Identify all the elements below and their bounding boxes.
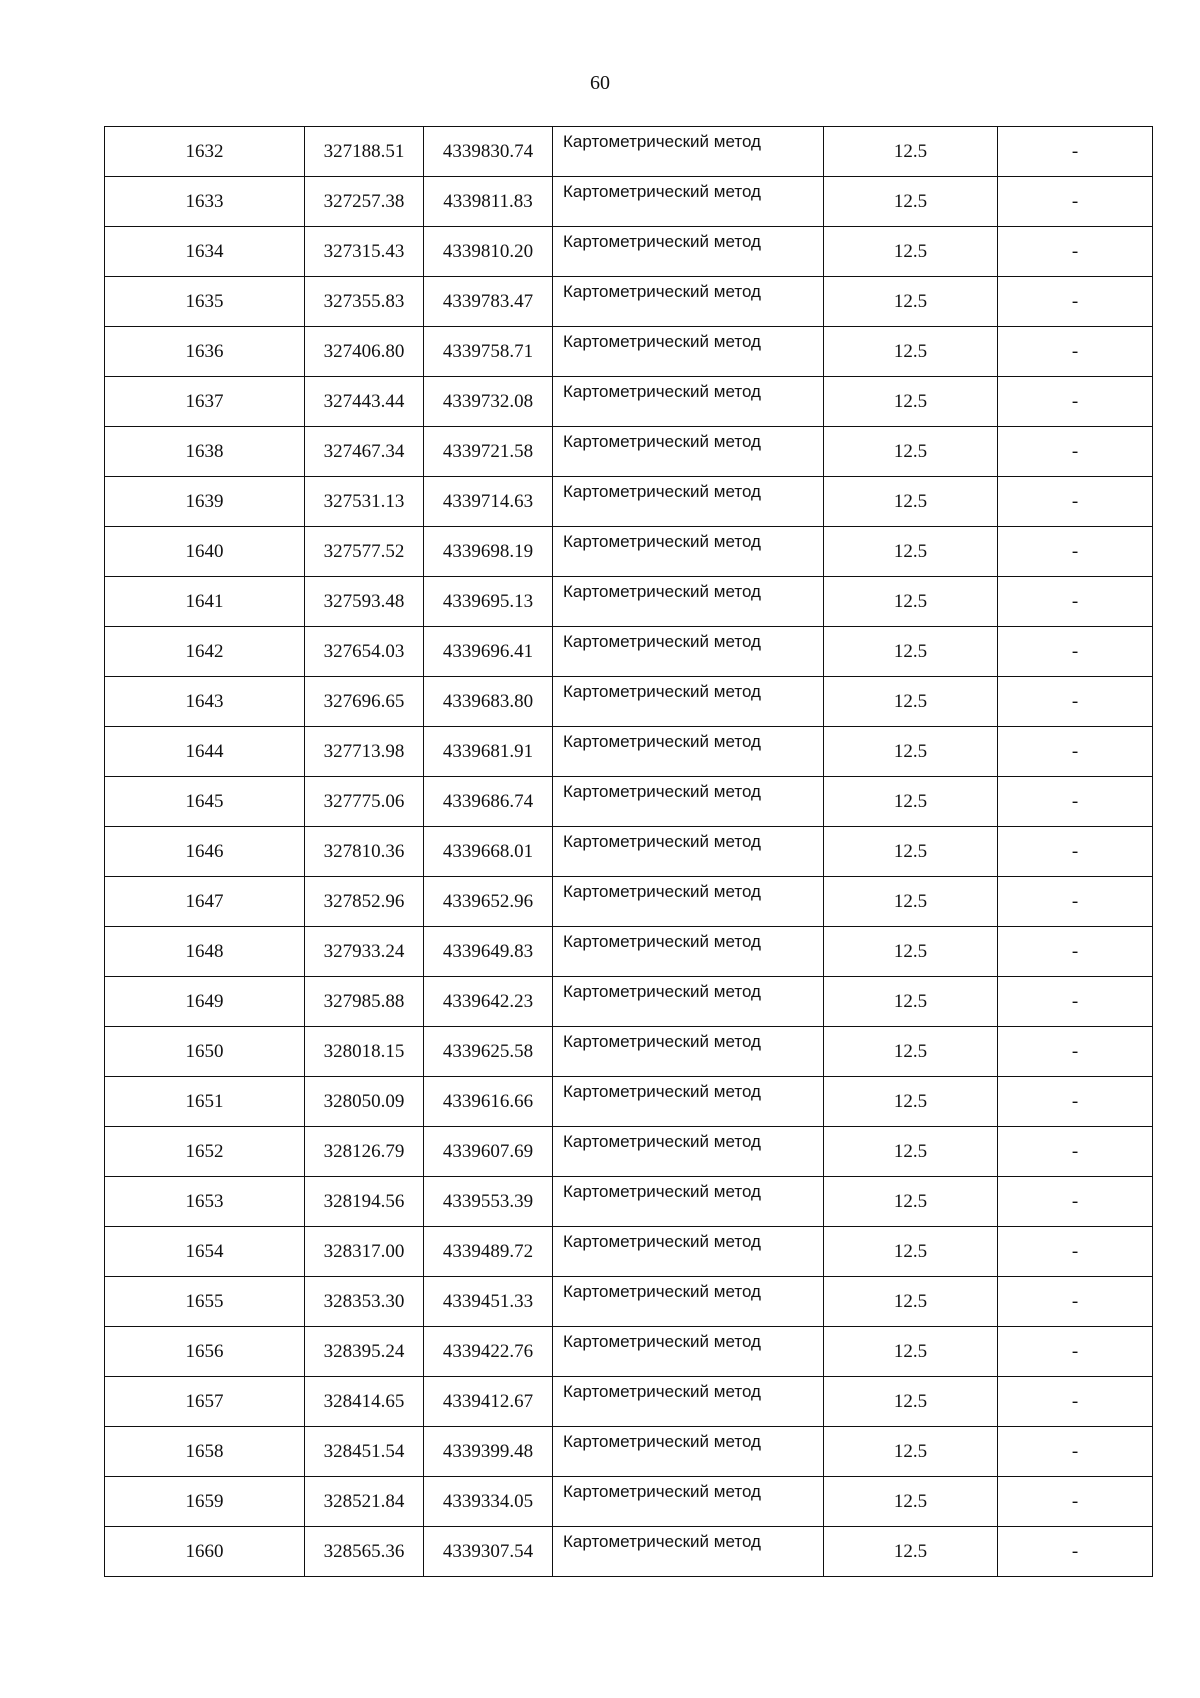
y-coordinate-cell: 4339695.13 <box>424 577 553 627</box>
method-cell: Картометрический метод <box>553 1477 824 1527</box>
point-number-cell: 1653 <box>105 1177 305 1227</box>
note-cell: - <box>998 427 1153 477</box>
accuracy-cell: 12.5 <box>824 1277 998 1327</box>
y-coordinate-cell: 4339307.54 <box>424 1527 553 1577</box>
y-coordinate-cell: 4339698.19 <box>424 527 553 577</box>
accuracy-cell: 12.5 <box>824 477 998 527</box>
method-cell: Картометрический метод <box>553 877 824 927</box>
y-coordinate-cell: 4339696.41 <box>424 627 553 677</box>
y-coordinate-cell: 4339334.05 <box>424 1477 553 1527</box>
point-number-cell: 1660 <box>105 1527 305 1577</box>
table-row <box>105 1227 1153 1277</box>
point-number-cell: 1656 <box>105 1327 305 1377</box>
x-coordinate-cell: 328353.30 <box>305 1277 424 1327</box>
method-cell: Картометрический метод <box>553 977 824 1027</box>
x-coordinate-cell: 327531.13 <box>305 477 424 527</box>
x-coordinate-cell: 327810.36 <box>305 827 424 877</box>
method-cell: Картометрический метод <box>553 1177 824 1227</box>
y-coordinate-cell: 4339422.76 <box>424 1327 553 1377</box>
x-coordinate-cell: 328126.79 <box>305 1127 424 1177</box>
table-row <box>105 577 1153 627</box>
y-coordinate-cell: 4339683.80 <box>424 677 553 727</box>
accuracy-cell: 12.5 <box>824 827 998 877</box>
x-coordinate-cell: 327933.24 <box>305 927 424 977</box>
x-coordinate-cell: 327654.03 <box>305 627 424 677</box>
accuracy-cell: 12.5 <box>824 727 998 777</box>
accuracy-cell: 12.5 <box>824 627 998 677</box>
note-cell: - <box>998 227 1153 277</box>
method-cell: Картометрический метод <box>553 177 824 227</box>
accuracy-cell: 12.5 <box>824 677 998 727</box>
method-cell: Картометрический метод <box>553 827 824 877</box>
method-cell: Картометрический метод <box>553 927 824 977</box>
note-cell: - <box>998 527 1153 577</box>
note-cell: - <box>998 977 1153 1027</box>
note-cell: - <box>998 1377 1153 1427</box>
table-row <box>105 827 1153 877</box>
method-cell: Картометрический метод <box>553 1227 824 1277</box>
table-row <box>105 1127 1153 1177</box>
method-cell: Картометрический метод <box>553 727 824 777</box>
accuracy-cell: 12.5 <box>824 327 998 377</box>
table-row <box>105 477 1153 527</box>
note-cell: - <box>998 627 1153 677</box>
x-coordinate-cell: 328194.56 <box>305 1177 424 1227</box>
note-cell: - <box>998 377 1153 427</box>
method-cell: Картометрический метод <box>553 1027 824 1077</box>
note-cell: - <box>998 1277 1153 1327</box>
note-cell: - <box>998 477 1153 527</box>
y-coordinate-cell: 4339642.23 <box>424 977 553 1027</box>
x-coordinate-cell: 328317.00 <box>305 1227 424 1277</box>
point-number-cell: 1637 <box>105 377 305 427</box>
point-number-cell: 1634 <box>105 227 305 277</box>
y-coordinate-cell: 4339810.20 <box>424 227 553 277</box>
table-row <box>105 1277 1153 1327</box>
table-row <box>105 1027 1153 1077</box>
note-cell: - <box>998 727 1153 777</box>
note-cell: - <box>998 1427 1153 1477</box>
coordinates-table <box>104 126 1153 1577</box>
x-coordinate-cell: 327696.65 <box>305 677 424 727</box>
y-coordinate-cell: 4339607.69 <box>424 1127 553 1177</box>
y-coordinate-cell: 4339625.58 <box>424 1027 553 1077</box>
table-row <box>105 277 1153 327</box>
x-coordinate-cell: 327775.06 <box>305 777 424 827</box>
method-cell: Картометрический метод <box>553 327 824 377</box>
table-row <box>105 627 1153 677</box>
table-row <box>105 1077 1153 1127</box>
x-coordinate-cell: 327852.96 <box>305 877 424 927</box>
method-cell: Картометрический метод <box>553 1377 824 1427</box>
y-coordinate-cell: 4339652.96 <box>424 877 553 927</box>
note-cell: - <box>998 1077 1153 1127</box>
method-cell: Картометрический метод <box>553 427 824 477</box>
accuracy-cell: 12.5 <box>824 577 998 627</box>
note-cell: - <box>998 1527 1153 1577</box>
point-number-cell: 1641 <box>105 577 305 627</box>
table-row <box>105 977 1153 1027</box>
table-row <box>105 877 1153 927</box>
x-coordinate-cell: 327577.52 <box>305 527 424 577</box>
x-coordinate-cell: 327355.83 <box>305 277 424 327</box>
accuracy-cell: 12.5 <box>824 277 998 327</box>
note-cell: - <box>998 1127 1153 1177</box>
table-row <box>105 1327 1153 1377</box>
note-cell: - <box>998 1227 1153 1277</box>
method-cell: Картометрический метод <box>553 1277 824 1327</box>
accuracy-cell: 12.5 <box>824 127 998 177</box>
point-number-cell: 1657 <box>105 1377 305 1427</box>
x-coordinate-cell: 328395.24 <box>305 1327 424 1377</box>
note-cell: - <box>998 927 1153 977</box>
point-number-cell: 1659 <box>105 1477 305 1527</box>
note-cell: - <box>998 577 1153 627</box>
x-coordinate-cell: 328414.65 <box>305 1377 424 1427</box>
point-number-cell: 1635 <box>105 277 305 327</box>
accuracy-cell: 12.5 <box>824 427 998 477</box>
y-coordinate-cell: 4339668.01 <box>424 827 553 877</box>
point-number-cell: 1644 <box>105 727 305 777</box>
note-cell: - <box>998 177 1153 227</box>
x-coordinate-cell: 328521.84 <box>305 1477 424 1527</box>
note-cell: - <box>998 1327 1153 1377</box>
x-coordinate-cell: 327467.34 <box>305 427 424 477</box>
accuracy-cell: 12.5 <box>824 977 998 1027</box>
point-number-cell: 1647 <box>105 877 305 927</box>
point-number-cell: 1638 <box>105 427 305 477</box>
y-coordinate-cell: 4339489.72 <box>424 1227 553 1277</box>
table-row <box>105 177 1153 227</box>
method-cell: Картометрический метод <box>553 377 824 427</box>
page-number: 60 <box>590 72 610 94</box>
x-coordinate-cell: 327443.44 <box>305 377 424 427</box>
point-number-cell: 1651 <box>105 1077 305 1127</box>
accuracy-cell: 12.5 <box>824 227 998 277</box>
point-number-cell: 1652 <box>105 1127 305 1177</box>
y-coordinate-cell: 4339714.63 <box>424 477 553 527</box>
note-cell: - <box>998 1477 1153 1527</box>
note-cell: - <box>998 277 1153 327</box>
accuracy-cell: 12.5 <box>824 1377 998 1427</box>
table-row <box>105 127 1153 177</box>
accuracy-cell: 12.5 <box>824 527 998 577</box>
x-coordinate-cell: 328050.09 <box>305 1077 424 1127</box>
table-row <box>105 527 1153 577</box>
y-coordinate-cell: 4339616.66 <box>424 1077 553 1127</box>
method-cell: Картометрический метод <box>553 227 824 277</box>
x-coordinate-cell: 327257.38 <box>305 177 424 227</box>
y-coordinate-cell: 4339681.91 <box>424 727 553 777</box>
accuracy-cell: 12.5 <box>824 1227 998 1277</box>
note-cell: - <box>998 127 1153 177</box>
y-coordinate-cell: 4339553.39 <box>424 1177 553 1227</box>
point-number-cell: 1648 <box>105 927 305 977</box>
table-row <box>105 1427 1153 1477</box>
table-row <box>105 1527 1153 1577</box>
point-number-cell: 1655 <box>105 1277 305 1327</box>
table-row <box>105 1477 1153 1527</box>
accuracy-cell: 12.5 <box>824 1327 998 1377</box>
y-coordinate-cell: 4339399.48 <box>424 1427 553 1477</box>
point-number-cell: 1633 <box>105 177 305 227</box>
point-number-cell: 1643 <box>105 677 305 727</box>
method-cell: Картометрический метод <box>553 1527 824 1577</box>
table-row <box>105 927 1153 977</box>
y-coordinate-cell: 4339686.74 <box>424 777 553 827</box>
accuracy-cell: 12.5 <box>824 177 998 227</box>
note-cell: - <box>998 1027 1153 1077</box>
accuracy-cell: 12.5 <box>824 1527 998 1577</box>
x-coordinate-cell: 327593.48 <box>305 577 424 627</box>
point-number-cell: 1645 <box>105 777 305 827</box>
method-cell: Картометрический метод <box>553 477 824 527</box>
x-coordinate-cell: 328565.36 <box>305 1527 424 1577</box>
method-cell: Картометрический метод <box>553 127 824 177</box>
point-number-cell: 1646 <box>105 827 305 877</box>
point-number-cell: 1636 <box>105 327 305 377</box>
y-coordinate-cell: 4339811.83 <box>424 177 553 227</box>
note-cell: - <box>998 1177 1153 1227</box>
accuracy-cell: 12.5 <box>824 1077 998 1127</box>
y-coordinate-cell: 4339830.74 <box>424 127 553 177</box>
y-coordinate-cell: 4339783.47 <box>424 277 553 327</box>
point-number-cell: 1658 <box>105 1427 305 1477</box>
accuracy-cell: 12.5 <box>824 1477 998 1527</box>
y-coordinate-cell: 4339451.33 <box>424 1277 553 1327</box>
x-coordinate-cell: 328018.15 <box>305 1027 424 1077</box>
point-number-cell: 1632 <box>105 127 305 177</box>
point-number-cell: 1649 <box>105 977 305 1027</box>
method-cell: Картометрический метод <box>553 577 824 627</box>
method-cell: Картометрический метод <box>553 1427 824 1477</box>
point-number-cell: 1650 <box>105 1027 305 1077</box>
x-coordinate-cell: 327406.80 <box>305 327 424 377</box>
coordinates-table-body <box>105 127 1153 1577</box>
method-cell: Картометрический метод <box>553 527 824 577</box>
y-coordinate-cell: 4339649.83 <box>424 927 553 977</box>
table-row <box>105 677 1153 727</box>
accuracy-cell: 12.5 <box>824 1027 998 1077</box>
x-coordinate-cell: 327985.88 <box>305 977 424 1027</box>
y-coordinate-cell: 4339721.58 <box>424 427 553 477</box>
point-number-cell: 1640 <box>105 527 305 577</box>
accuracy-cell: 12.5 <box>824 1127 998 1177</box>
accuracy-cell: 12.5 <box>824 777 998 827</box>
y-coordinate-cell: 4339758.71 <box>424 327 553 377</box>
table-row <box>105 377 1153 427</box>
note-cell: - <box>998 777 1153 827</box>
table-row <box>105 727 1153 777</box>
method-cell: Картометрический метод <box>553 777 824 827</box>
x-coordinate-cell: 327188.51 <box>305 127 424 177</box>
accuracy-cell: 12.5 <box>824 1427 998 1477</box>
note-cell: - <box>998 327 1153 377</box>
method-cell: Картометрический метод <box>553 1077 824 1127</box>
note-cell: - <box>998 877 1153 927</box>
x-coordinate-cell: 327713.98 <box>305 727 424 777</box>
x-coordinate-cell: 327315.43 <box>305 227 424 277</box>
y-coordinate-cell: 4339732.08 <box>424 377 553 427</box>
table-row <box>105 327 1153 377</box>
table-row <box>105 427 1153 477</box>
point-number-cell: 1642 <box>105 627 305 677</box>
x-coordinate-cell: 328451.54 <box>305 1427 424 1477</box>
point-number-cell: 1654 <box>105 1227 305 1277</box>
method-cell: Картометрический метод <box>553 1327 824 1377</box>
accuracy-cell: 12.5 <box>824 1177 998 1227</box>
method-cell: Картометрический метод <box>553 1127 824 1177</box>
table-row <box>105 777 1153 827</box>
method-cell: Картометрический метод <box>553 627 824 677</box>
table-row <box>105 1377 1153 1427</box>
point-number-cell: 1639 <box>105 477 305 527</box>
accuracy-cell: 12.5 <box>824 927 998 977</box>
method-cell: Картометрический метод <box>553 677 824 727</box>
y-coordinate-cell: 4339412.67 <box>424 1377 553 1427</box>
note-cell: - <box>998 827 1153 877</box>
table-row <box>105 227 1153 277</box>
accuracy-cell: 12.5 <box>824 877 998 927</box>
note-cell: - <box>998 677 1153 727</box>
accuracy-cell: 12.5 <box>824 377 998 427</box>
method-cell: Картометрический метод <box>553 277 824 327</box>
table-row <box>105 1177 1153 1227</box>
